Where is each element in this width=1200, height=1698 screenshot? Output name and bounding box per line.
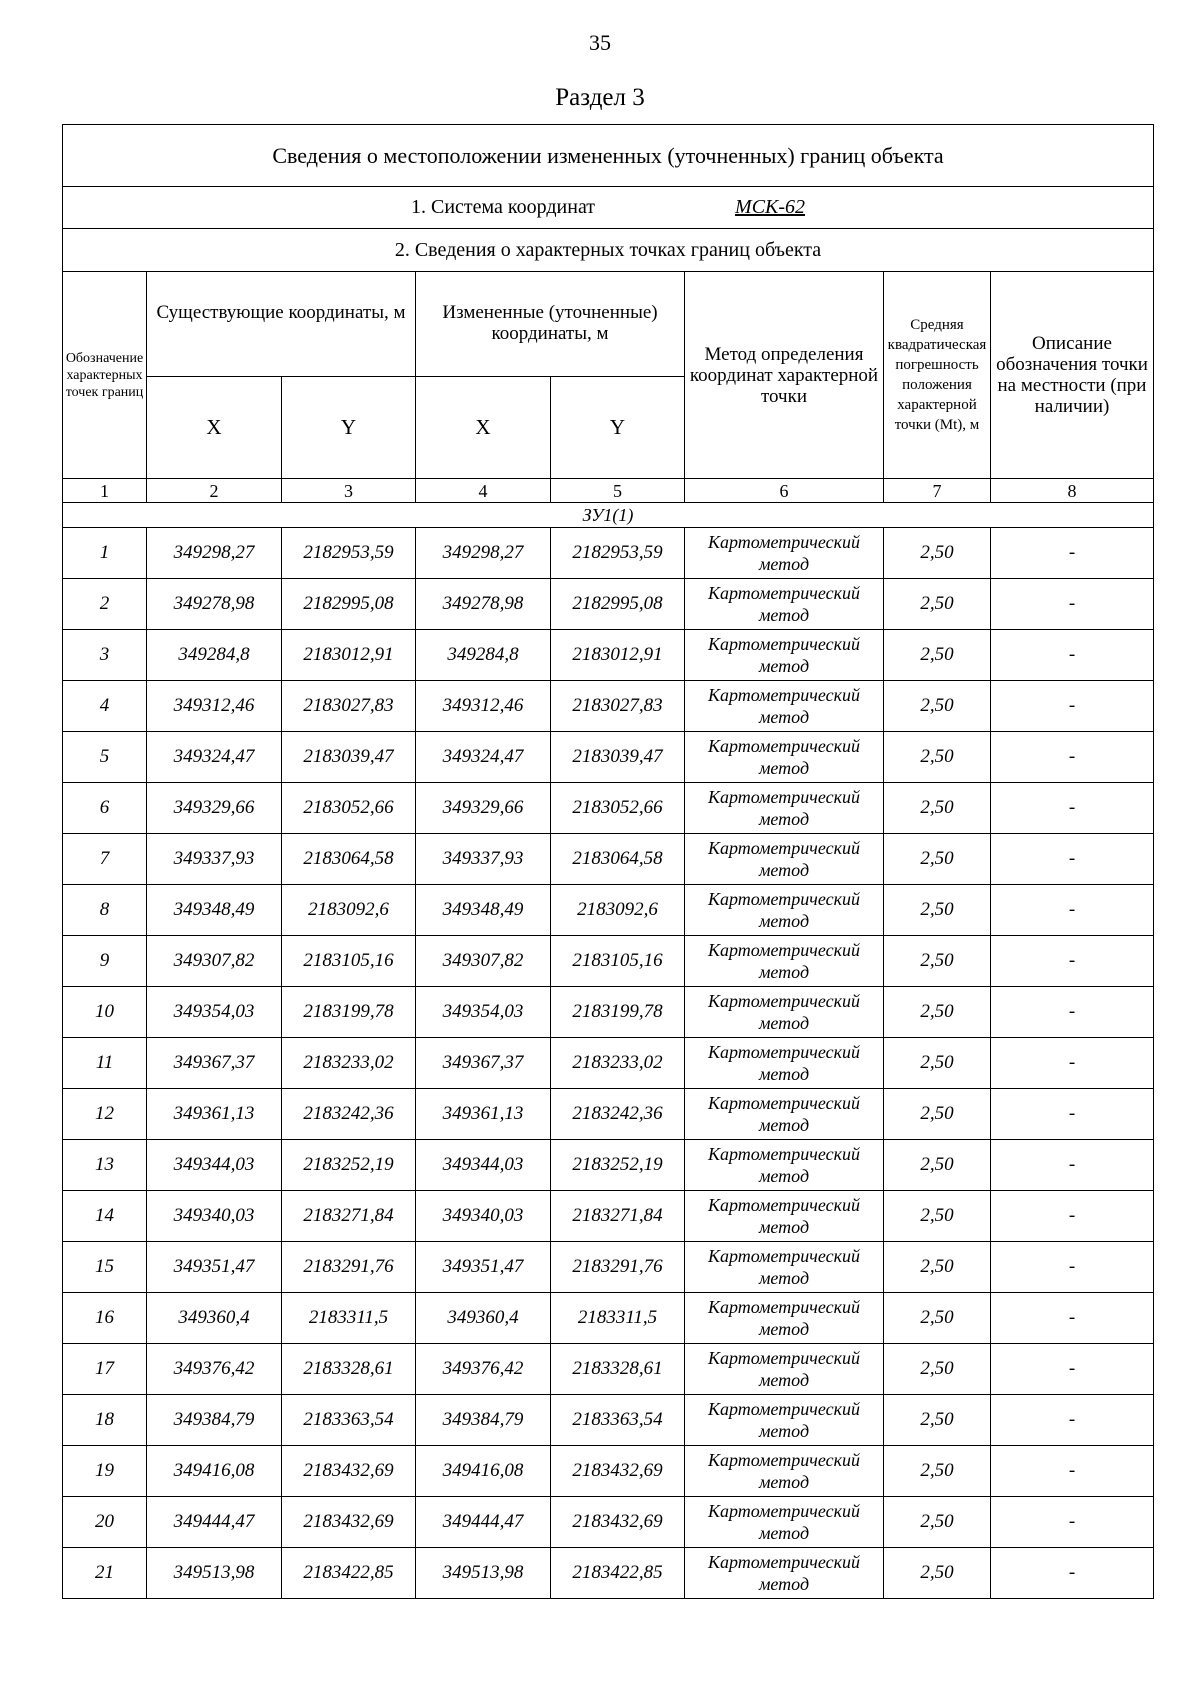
mt-error-cell: 2,50	[884, 1395, 991, 1446]
changed-y-cell: 2183064,58	[551, 834, 685, 885]
mt-error-cell: 2,50	[884, 732, 991, 783]
point-number-cell: 3	[63, 630, 147, 681]
point-number-cell: 18	[63, 1395, 147, 1446]
mt-error-cell: 2,50	[884, 1446, 991, 1497]
description-cell: -	[991, 885, 1154, 936]
mt-error-cell: 2,50	[884, 1344, 991, 1395]
changed-x-cell: 349348,49	[416, 885, 551, 936]
mt-error-cell: 2,50	[884, 681, 991, 732]
changed-y-cell: 2183422,85	[551, 1548, 685, 1599]
changed-y-cell: 2183328,61	[551, 1344, 685, 1395]
mt-error-cell: 2,50	[884, 1548, 991, 1599]
existing-y-cell: 2183242,36	[282, 1089, 416, 1140]
changed-x-cell: 349329,66	[416, 783, 551, 834]
method-cell: Картометрический метод	[685, 732, 884, 783]
point-number-cell: 15	[63, 1242, 147, 1293]
changed-y-cell: 2183252,19	[551, 1140, 685, 1191]
changed-y-cell: 2183432,69	[551, 1446, 685, 1497]
existing-x-cell: 349344,03	[147, 1140, 282, 1191]
description-cell: -	[991, 1038, 1154, 1089]
changed-y-cell: 2182953,59	[551, 528, 685, 579]
changed-y-cell: 2183363,54	[551, 1395, 685, 1446]
point-number-cell: 11	[63, 1038, 147, 1089]
existing-y-cell: 2183252,19	[282, 1140, 416, 1191]
column-number: 1	[63, 479, 147, 503]
changed-y-cell: 2183105,16	[551, 936, 685, 987]
method-cell: Картометрический метод	[685, 528, 884, 579]
points-title-row	[63, 229, 1154, 272]
existing-y-cell: 2182953,59	[282, 528, 416, 579]
description-cell: -	[991, 1344, 1154, 1395]
points-title: 2. Сведения о характерных точках границ объекта	[63, 229, 1154, 272]
mt-error-cell: 2,50	[884, 885, 991, 936]
header-existing-y: Y	[282, 377, 416, 479]
changed-y-cell: 2183311,5	[551, 1293, 685, 1344]
method-cell: Картометрический метод	[685, 1038, 884, 1089]
changed-y-cell: 2183092,6	[551, 885, 685, 936]
existing-x-cell: 349354,03	[147, 987, 282, 1038]
description-cell: -	[991, 1446, 1154, 1497]
existing-y-cell: 2183328,61	[282, 1344, 416, 1395]
method-cell: Картометрический метод	[685, 1395, 884, 1446]
changed-x-cell: 349376,42	[416, 1344, 551, 1395]
description-cell: -	[991, 1089, 1154, 1140]
page-number: 35	[589, 30, 611, 55]
table-row	[63, 885, 1154, 936]
mt-error-cell: 2,50	[884, 936, 991, 987]
existing-x-cell: 349307,82	[147, 936, 282, 987]
point-number-cell: 10	[63, 987, 147, 1038]
column-number: 6	[685, 479, 884, 503]
description-cell: -	[991, 528, 1154, 579]
changed-x-cell: 349312,46	[416, 681, 551, 732]
existing-y-cell: 2183291,76	[282, 1242, 416, 1293]
changed-y-cell: 2183291,76	[551, 1242, 685, 1293]
changed-x-cell: 349361,13	[416, 1089, 551, 1140]
existing-x-cell: 349513,98	[147, 1548, 282, 1599]
header-description: Описание обозначения точки на местности (при наличии)	[991, 272, 1154, 479]
changed-x-cell: 349384,79	[416, 1395, 551, 1446]
column-number: 2	[147, 479, 282, 503]
changed-y-cell: 2183242,36	[551, 1089, 685, 1140]
table-row	[63, 1038, 1154, 1089]
table-row	[63, 1395, 1154, 1446]
header-row-1	[63, 272, 1154, 377]
point-number-cell: 9	[63, 936, 147, 987]
description-cell: -	[991, 1293, 1154, 1344]
table-row	[63, 1548, 1154, 1599]
point-number-cell: 16	[63, 1293, 147, 1344]
mt-error-cell: 2,50	[884, 783, 991, 834]
existing-y-cell: 2183064,58	[282, 834, 416, 885]
coord-system-label: 1. Система координат	[410, 196, 596, 218]
changed-y-cell: 2183039,47	[551, 732, 685, 783]
changed-x-cell: 349340,03	[416, 1191, 551, 1242]
table-row	[63, 579, 1154, 630]
point-number-cell: 5	[63, 732, 147, 783]
existing-y-cell: 2183039,47	[282, 732, 416, 783]
changed-x-cell: 349513,98	[416, 1548, 551, 1599]
method-cell: Картометрический метод	[685, 885, 884, 936]
mt-error-cell: 2,50	[884, 1038, 991, 1089]
table-row	[63, 783, 1154, 834]
table-row	[63, 834, 1154, 885]
table-row	[63, 1191, 1154, 1242]
changed-x-cell: 349351,47	[416, 1242, 551, 1293]
existing-x-cell: 349312,46	[147, 681, 282, 732]
mt-error-cell: 2,50	[884, 1191, 991, 1242]
method-cell: Картометрический метод	[685, 1140, 884, 1191]
existing-x-cell: 349361,13	[147, 1089, 282, 1140]
header-changed-y: Y	[551, 377, 685, 479]
existing-y-cell: 2183422,85	[282, 1548, 416, 1599]
existing-y-cell: 2183052,66	[282, 783, 416, 834]
changed-x-cell: 349360,4	[416, 1293, 551, 1344]
method-cell: Картометрический метод	[685, 1344, 884, 1395]
method-cell: Картометрический метод	[685, 987, 884, 1038]
table-row	[63, 1497, 1154, 1548]
method-cell: Картометрический метод	[685, 1548, 884, 1599]
changed-x-cell: 349367,37	[416, 1038, 551, 1089]
method-cell: Картометрический метод	[685, 1293, 884, 1344]
table-row	[63, 732, 1154, 783]
column-numbers-row	[63, 479, 1154, 503]
method-cell: Картометрический метод	[685, 936, 884, 987]
mt-error-cell: 2,50	[884, 1497, 991, 1548]
mt-error-cell: 2,50	[884, 579, 991, 630]
existing-x-cell: 349351,47	[147, 1242, 282, 1293]
existing-x-cell: 349340,03	[147, 1191, 282, 1242]
header-method: Метод определения координат характерной точки	[685, 272, 884, 479]
existing-x-cell: 349337,93	[147, 834, 282, 885]
description-cell: -	[991, 630, 1154, 681]
method-cell: Картометрический метод	[685, 1446, 884, 1497]
changed-x-cell: 349324,47	[416, 732, 551, 783]
header-changed-x: X	[416, 377, 551, 479]
description-cell: -	[991, 834, 1154, 885]
existing-x-cell: 349329,66	[147, 783, 282, 834]
point-number-cell: 21	[63, 1548, 147, 1599]
description-cell: -	[991, 1140, 1154, 1191]
existing-y-cell: 2183105,16	[282, 936, 416, 987]
point-number-cell: 12	[63, 1089, 147, 1140]
table-row	[63, 1089, 1154, 1140]
existing-y-cell: 2183432,69	[282, 1446, 416, 1497]
point-number-cell: 8	[63, 885, 147, 936]
section-title: Раздел 3	[555, 84, 645, 111]
point-number-cell: 2	[63, 579, 147, 630]
changed-x-cell: 349337,93	[416, 834, 551, 885]
description-cell: -	[991, 1548, 1154, 1599]
description-cell: -	[991, 1242, 1154, 1293]
existing-x-cell: 349348,49	[147, 885, 282, 936]
method-cell: Картометрический метод	[685, 1191, 884, 1242]
point-number-cell: 13	[63, 1140, 147, 1191]
point-number-cell: 4	[63, 681, 147, 732]
mt-error-cell: 2,50	[884, 528, 991, 579]
description-cell: -	[991, 579, 1154, 630]
changed-y-cell: 2183052,66	[551, 783, 685, 834]
description-cell: -	[991, 1395, 1154, 1446]
description-cell: -	[991, 936, 1154, 987]
column-number: 4	[416, 479, 551, 503]
existing-x-cell: 349298,27	[147, 528, 282, 579]
existing-y-cell: 2182995,08	[282, 579, 416, 630]
method-cell: Картометрический метод	[685, 681, 884, 732]
table-row	[63, 1140, 1154, 1191]
changed-y-cell: 2183233,02	[551, 1038, 685, 1089]
existing-y-cell: 2183271,84	[282, 1191, 416, 1242]
point-number-cell: 19	[63, 1446, 147, 1497]
header-error: Средняя квадратическая погрешность положения характерной точки (Mt), м	[884, 272, 991, 479]
existing-x-cell: 349278,98	[147, 579, 282, 630]
changed-x-cell: 349278,98	[416, 579, 551, 630]
existing-x-cell: 349444,47	[147, 1497, 282, 1548]
method-cell: Картометрический метод	[685, 1497, 884, 1548]
table-row	[63, 528, 1154, 579]
table-row	[63, 681, 1154, 732]
column-number: 3	[282, 479, 416, 503]
description-cell: -	[991, 1497, 1154, 1548]
changed-x-cell: 349284,8	[416, 630, 551, 681]
method-cell: Картометрический метод	[685, 783, 884, 834]
existing-y-cell: 2183027,83	[282, 681, 416, 732]
changed-y-cell: 2182995,08	[551, 579, 685, 630]
coord-system	[63, 187, 1154, 229]
existing-y-cell: 2183092,6	[282, 885, 416, 936]
mt-error-cell: 2,50	[884, 630, 991, 681]
column-number: 7	[884, 479, 991, 503]
description-cell: -	[991, 681, 1154, 732]
changed-x-cell: 349307,82	[416, 936, 551, 987]
method-cell: Картометрический метод	[685, 579, 884, 630]
existing-x-cell: 349416,08	[147, 1446, 282, 1497]
method-cell: Картометрический метод	[685, 1242, 884, 1293]
description-cell: -	[991, 987, 1154, 1038]
existing-y-cell: 2183311,5	[282, 1293, 416, 1344]
table-caption-row	[63, 125, 1154, 187]
header-existing-x: X	[147, 377, 282, 479]
table-row	[63, 936, 1154, 987]
changed-x-cell: 349354,03	[416, 987, 551, 1038]
header-designation: Обозначение характерных точек границ	[63, 272, 147, 479]
method-cell: Картометрический метод	[685, 834, 884, 885]
header-changed: Измененные (уточненные) координаты, м	[416, 272, 685, 377]
existing-y-cell: 2183432,69	[282, 1497, 416, 1548]
changed-x-cell: 349416,08	[416, 1446, 551, 1497]
mt-error-cell: 2,50	[884, 1140, 991, 1191]
table-row	[63, 1293, 1154, 1344]
mt-error-cell: 2,50	[884, 1293, 991, 1344]
existing-y-cell: 2183363,54	[282, 1395, 416, 1446]
existing-x-cell: 349376,42	[147, 1344, 282, 1395]
method-cell: Картометрический метод	[685, 1089, 884, 1140]
group-label: ЗУ1(1)	[63, 503, 1154, 528]
existing-x-cell: 349367,37	[147, 1038, 282, 1089]
changed-x-cell: 349444,47	[416, 1497, 551, 1548]
changed-y-cell: 2183027,83	[551, 681, 685, 732]
description-cell: -	[991, 783, 1154, 834]
mt-error-cell: 2,50	[884, 1242, 991, 1293]
table-row	[63, 1242, 1154, 1293]
table-row	[63, 630, 1154, 681]
table-row	[63, 1446, 1154, 1497]
changed-x-cell: 349298,27	[416, 528, 551, 579]
column-number: 8	[991, 479, 1154, 503]
existing-y-cell: 2183199,78	[282, 987, 416, 1038]
existing-y-cell: 2183012,91	[282, 630, 416, 681]
method-cell: Картометрический метод	[685, 630, 884, 681]
description-cell: -	[991, 732, 1154, 783]
column-number: 5	[551, 479, 685, 503]
existing-y-cell: 2183233,02	[282, 1038, 416, 1089]
point-number-cell: 6	[63, 783, 147, 834]
existing-x-cell: 349284,8	[147, 630, 282, 681]
description-cell: -	[991, 1191, 1154, 1242]
mt-error-cell: 2,50	[884, 1089, 991, 1140]
changed-y-cell: 2183432,69	[551, 1497, 685, 1548]
point-number-cell: 7	[63, 834, 147, 885]
existing-x-cell: 349324,47	[147, 732, 282, 783]
coord-system-row	[63, 187, 1154, 229]
table-caption: Сведения о местоположении измененных (уточненных) границ объекта	[63, 125, 1154, 187]
point-number-cell: 20	[63, 1497, 147, 1548]
table-row	[63, 1344, 1154, 1395]
changed-y-cell: 2183271,84	[551, 1191, 685, 1242]
point-number-cell: 14	[63, 1191, 147, 1242]
existing-x-cell: 349384,79	[147, 1395, 282, 1446]
existing-x-cell: 349360,4	[147, 1293, 282, 1344]
boundary-points-table	[62, 124, 1154, 1599]
table-row	[63, 987, 1154, 1038]
point-number-cell: 17	[63, 1344, 147, 1395]
mt-error-cell: 2,50	[884, 987, 991, 1038]
header-existing: Существующие координаты, м	[147, 272, 416, 377]
group-row	[63, 503, 1154, 528]
changed-x-cell: 349344,03	[416, 1140, 551, 1191]
changed-y-cell: 2183199,78	[551, 987, 685, 1038]
point-number-cell: 1	[63, 528, 147, 579]
mt-error-cell: 2,50	[884, 834, 991, 885]
coord-system-value: МСК-62	[735, 196, 805, 218]
changed-y-cell: 2183012,91	[551, 630, 685, 681]
